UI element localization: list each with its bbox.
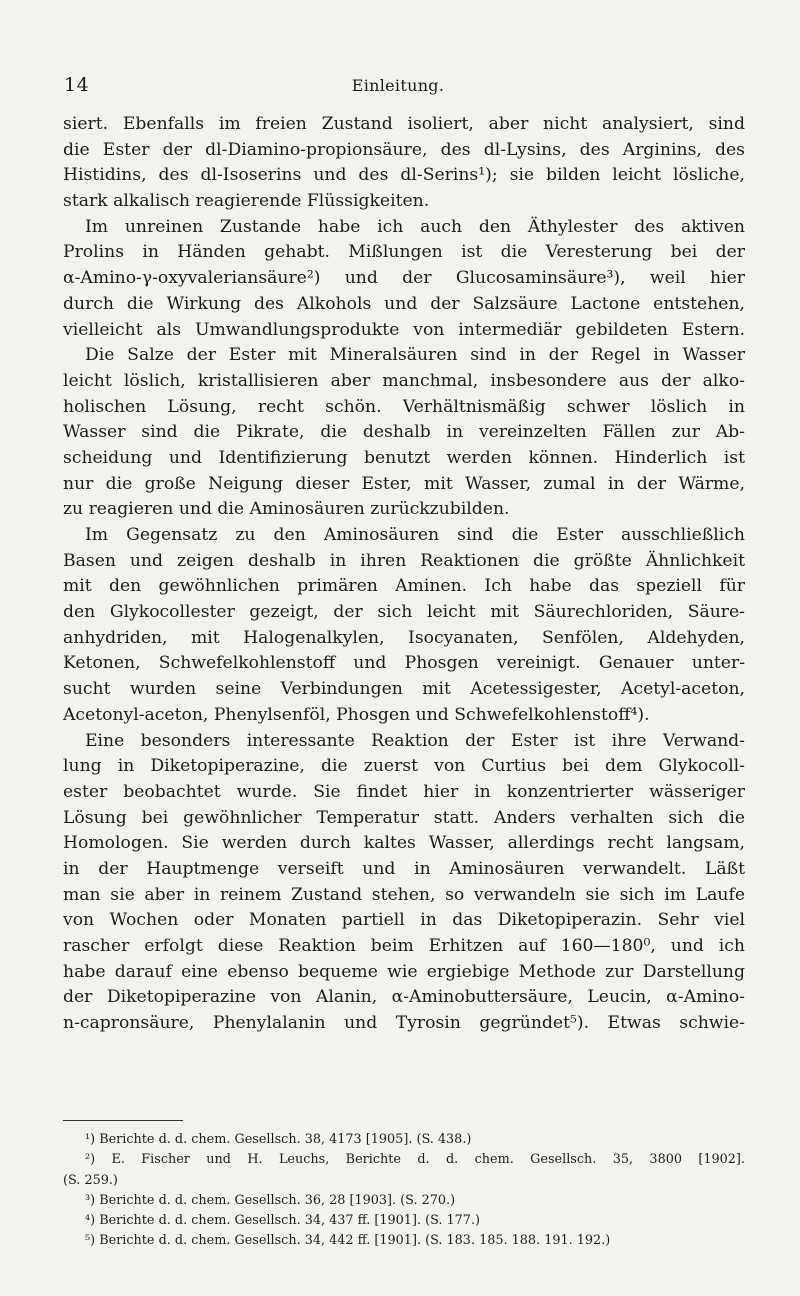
footnote: ¹) Berichte d. d. chem. Gesellsch. 38, 4173 [1905]. (S. 438.) [85,1132,472,1147]
body-line: ester beobachtet wurde. Sie findet hier in konzentrierter wässeriger [63,781,745,802]
body-line: habe darauf eine ebenso bequeme wie ergiebige Methode zur Darstellung [63,961,745,982]
body-line: n-capronsäure, Phenylalanin und Tyrosin gegründet⁵). Etwas schwie- [63,1013,745,1034]
body-line: Acetonyl-aceton, Phenylsenföl, Phosgen und Schwefelkohlenstoff⁴). [63,704,650,725]
body-line: Wasser sind die Pikrate, die deshalb in vereinzelten Fällen zur Ab- [63,422,745,443]
footnote-divider [63,1120,183,1121]
body-line: siert. Ebenfalls im freien Zustand isoliert, aber nicht analysiert, sind [63,114,745,134]
body-line: scheidung und Identifizierung benutzt werden können. Hinderlich ist [63,447,745,468]
body-line: Ketonen, Schwefelkohlenstoff und Phosgen vereinigt. Genauer unter- [63,653,745,674]
body-line: α-Amino-γ-oxyvaleriansäure²) und der Glucosaminsäure³), weil hier [63,268,745,289]
body-line: die Ester der dl-Diamino-propionsäure, des dl-Lysins, des Arginins, des [63,139,745,160]
footnotes [63,1130,745,1252]
page-number: 14 [64,74,90,96]
body-line: Im unreinen Zustande habe ich auch den Äthylester des aktiven [85,216,745,237]
body-line: Prolins in Händen gehabt. Mißlungen ist die Veresterung bei der [63,242,745,263]
body-line: den Glykocollester gezeigt, der sich leicht mit Säurechloriden, Säure- [63,602,745,623]
body-line: Eine besonders interessante Reaktion der Ester ist ihre Verwand- [85,730,745,751]
footnote: ²) E. Fischer und H. Leuchs, Berichte d. d. chem. Gesellsch. 35, 3800 [1902]. [85,1152,745,1168]
body-line: stark alkalisch reagierende Flüssigkeiten. [63,191,430,212]
body-line: leicht löslich, kristallisieren aber manchmal, insbesondere aus der alko- [63,370,745,391]
body-line: mit den gewöhnlichen primären Aminen. Ich habe das speziell für [63,576,745,597]
footnote: ⁴) Berichte d. d. chem. Gesellsch. 34, 437 ff. [1901]. (S. 177.) [85,1213,481,1229]
body-line: rascher erfolgt diese Reaktion beim Erhitzen auf 160—180⁰, und ich [63,936,745,956]
body-line: anhydriden, mit Halogenalkylen, Isocyanaten, Senfölen, Aldehyden, [63,627,745,648]
body-line: durch die Wirkung des Alkohols und der Salzsäure Lactone entstehen, [63,293,745,314]
footnote-continuation: (S. 259.) [63,1172,118,1188]
body-line: vielleicht als Umwandlungsprodukte von intermediär gebildeten Estern. [63,319,745,340]
body-line: Histidins, des dl-Isoserins und des dl-Serins¹); sie bilden leicht lösliche, [63,165,745,186]
footnote: ³) Berichte d. d. chem. Gesellsch. 36, 28 [1903]. (S. 270.) [85,1192,456,1208]
body-text [63,112,745,1037]
body-line: Die Salze der Ester mit Mineralsäuren sind in der Regel in Wasser [85,345,745,366]
body-line: man sie aber in reinem Zustand stehen, so verwandeln sie sich im Laufe [63,884,745,905]
body-line: nur die große Neigung dieser Ester, mit Wasser, zumal in der Wärme, [63,473,745,494]
body-line: Im Gegensatz zu den Aminosäuren sind die Ester ausschließlich [85,525,745,545]
body-line: Basen und zeigen deshalb in ihren Reaktionen die größte Ähnlichkeit [63,550,745,571]
body-line: zu reagieren und die Aminosäuren zurückzubilden. [63,499,510,520]
running-title: Einleitung. [351,76,445,95]
body-line: von Wochen oder Monaten partiell in das Diketopiperazin. Sehr viel [63,910,745,931]
body-line: in der Hauptmenge verseift und in Aminosäuren verwandelt. Läßt [63,858,745,879]
body-line: der Diketopiperazine von Alanin, α-Aminobuttersäure, Leucin, α-Amino- [63,987,745,1008]
page-header [64,74,732,98]
body-line: holischen Lösung, recht schön. Verhältnismäßig schwer löslich in [63,396,745,417]
body-line: sucht wurden seine Verbindungen mit Acetessigester, Acetyl-aceton, [63,679,745,700]
body-line: Lösung bei gewöhnlicher Temperatur statt. Anders verhalten sich die [63,807,745,828]
footnote: ⁵) Berichte d. d. chem. Gesellsch. 34, 442 ff. [1901]. (S. 183. 185. 188. 191. 192.) [85,1233,611,1249]
body-line: Homologen. Sie werden durch kaltes Wasser, allerdings recht langsam, [63,833,745,854]
body-line: lung in Diketopiperazine, die zuerst von Curtius bei dem Glykocoll- [63,756,745,777]
